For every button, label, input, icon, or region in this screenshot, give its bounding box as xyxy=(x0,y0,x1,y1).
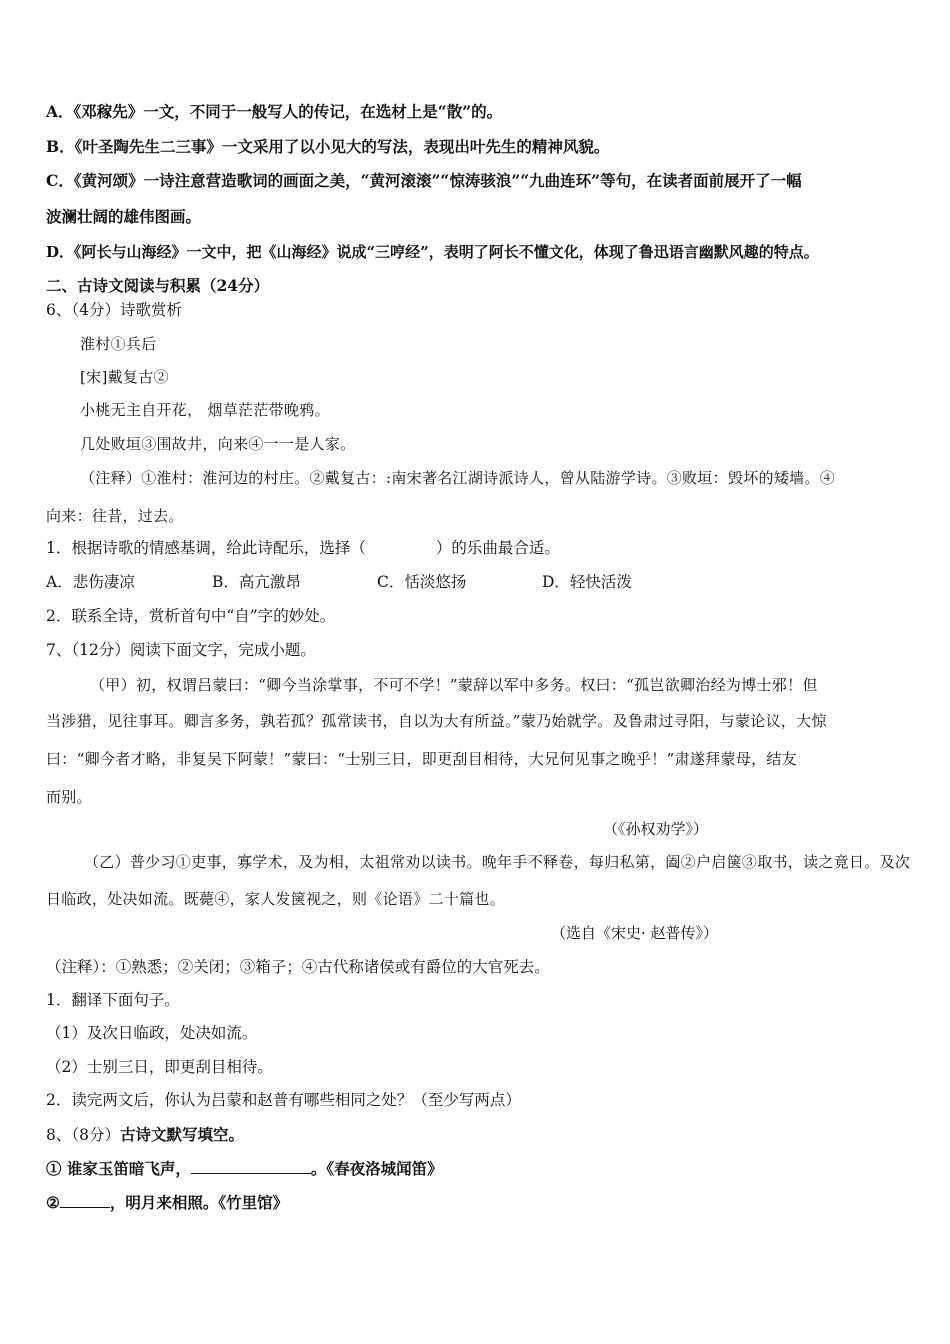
yi-line-1: （乙）普少习①吏事，寡学术，及为相，太祖常劝以读书。晚年手不释卷，每归私第，阖②户启箧③取书，读之竟日。及次 xyxy=(84,853,911,871)
choice-d: D．轻快活泼 xyxy=(542,573,632,591)
option-c-line1: C．《黄河颂》一诗注意营造歌词的画面之美，“黄河滚滚”“惊涛骇浪”“九曲连环”等句，在读者面前展开了一幅 xyxy=(46,171,802,190)
jia-line-3: 曰：“卿今者才略，非复吴下阿蒙！”蒙曰：“士别三日，即更刮目相待，大兄何见事之晚乎！”肃遂拜蒙母，结友 xyxy=(46,750,797,768)
yi-line-2: 日临政，处决如流。既薨④，家人发箧视之，则《论语》二十篇也。 xyxy=(46,890,506,908)
poem-note-2: 向来：往昔，过去。 xyxy=(46,507,184,525)
q7-sub1: 1．翻译下面句子。 xyxy=(46,991,180,1009)
choice-b: B．高亢激昂 xyxy=(212,573,301,591)
poem-note-1: （注释）①淮村：淮河边的村庄。②戴复古：:南宋著名江湖诗派诗人，曾从陆游学诗。③败垣：毁坏的矮墙。④ xyxy=(80,469,836,487)
q7-sub1-b: （2）士别三日，即更刮目相待。 xyxy=(46,1058,273,1076)
jia-line-2: 当涉猎，见往事耳。卿言多务，孰若孤？孤常读书，自以为大有所益。”蒙乃始就学。及鲁肃过寻阳，与蒙论议，大惊 xyxy=(46,712,827,730)
option-c-line2: 波澜壮阔的雄伟图画。 xyxy=(46,207,202,226)
q8-item-2 xyxy=(46,1193,908,1213)
jia-line-1: （甲）初，权谓吕蒙曰：“卿今当涂掌事，不可不学！”蒙辞以军中多务。权曰：“孤岂欲卿治经为博士邪！但 xyxy=(90,676,818,694)
q8-title-pre: 8、（8分） xyxy=(46,1126,120,1144)
q8-item2-pre: ② xyxy=(46,1193,60,1212)
option-b: B．《叶圣陶先生二三事》一文采用了以小见大的写法，表现出叶先生的精神风貌。 xyxy=(46,137,610,156)
q8-title xyxy=(46,1125,908,1145)
yi-source: （选自《宋史· 赵普传》） xyxy=(551,924,719,942)
poem-title: 淮村①兵后 xyxy=(80,335,157,353)
jia-source: （《孙权劝学》） xyxy=(603,820,709,838)
q7-sub1-a: （1）及次日临政，处决如流。 xyxy=(46,1024,258,1042)
q6-title: 6、（4分）诗歌赏析 xyxy=(46,301,182,319)
q6-sub2: 2．联系全诗，赏析首句中“自”字的妙处。 xyxy=(46,607,336,625)
q6-sub1 xyxy=(46,538,908,558)
choice-c: C．恬淡悠扬 xyxy=(377,573,467,591)
option-a: A．《邓稼先》一文，不同于一般写人的传记，在选材上是“散”的。 xyxy=(46,102,503,121)
poem-line-1: 小桃无主自开花， 烟草茫茫带晚鸦。 xyxy=(80,401,330,419)
q6-sub1-post: ）的乐曲最合适。 xyxy=(435,539,560,557)
section-heading: 二、古诗文阅读与积累（24分） xyxy=(46,276,270,295)
q8-item1-pre: ① 谁家玉笛暗飞声， xyxy=(46,1159,191,1178)
q8-item1-post: 。《春夜洛城闻笛》 xyxy=(310,1159,443,1178)
blank-1[interactable] xyxy=(191,1159,311,1174)
poem-line-2: 几处败垣③围故井，向来④一一是人家。 xyxy=(80,435,356,453)
jia-line-4: 而别。 xyxy=(46,788,92,806)
option-d: D．《阿长与山海经》一文中，把《山海经》说成“三哼经”，表明了阿长不懂文化，体现了鲁迅语言幽默风趣的特点。 xyxy=(46,243,819,261)
q8-item-1 xyxy=(46,1159,908,1179)
poem-author: [宋]戴复古② xyxy=(80,368,169,386)
q6-sub1-pre: 1．根据诗歌的情感基调，给此诗配乐，选择（ xyxy=(46,539,366,557)
q8-title-bold: 古诗文默写填空。 xyxy=(119,1125,244,1144)
blank-2[interactable] xyxy=(60,1193,110,1208)
q7-note: （注释）：①熟悉；②关闭；③箱子；④古代称诸侯或有爵位的大官死去。 xyxy=(46,958,550,976)
choice-a: A．悲伤凄凉 xyxy=(46,573,135,591)
q7-title: 7、（12分）阅读下面文字，完成小题。 xyxy=(46,641,316,659)
q8-item2-post: ，明月来相照。《竹里馆》 xyxy=(109,1193,289,1212)
q7-sub2: 2．读完两文后，你认为吕蒙和赵普有哪些相同之处？（至少写两点） xyxy=(46,1091,521,1109)
